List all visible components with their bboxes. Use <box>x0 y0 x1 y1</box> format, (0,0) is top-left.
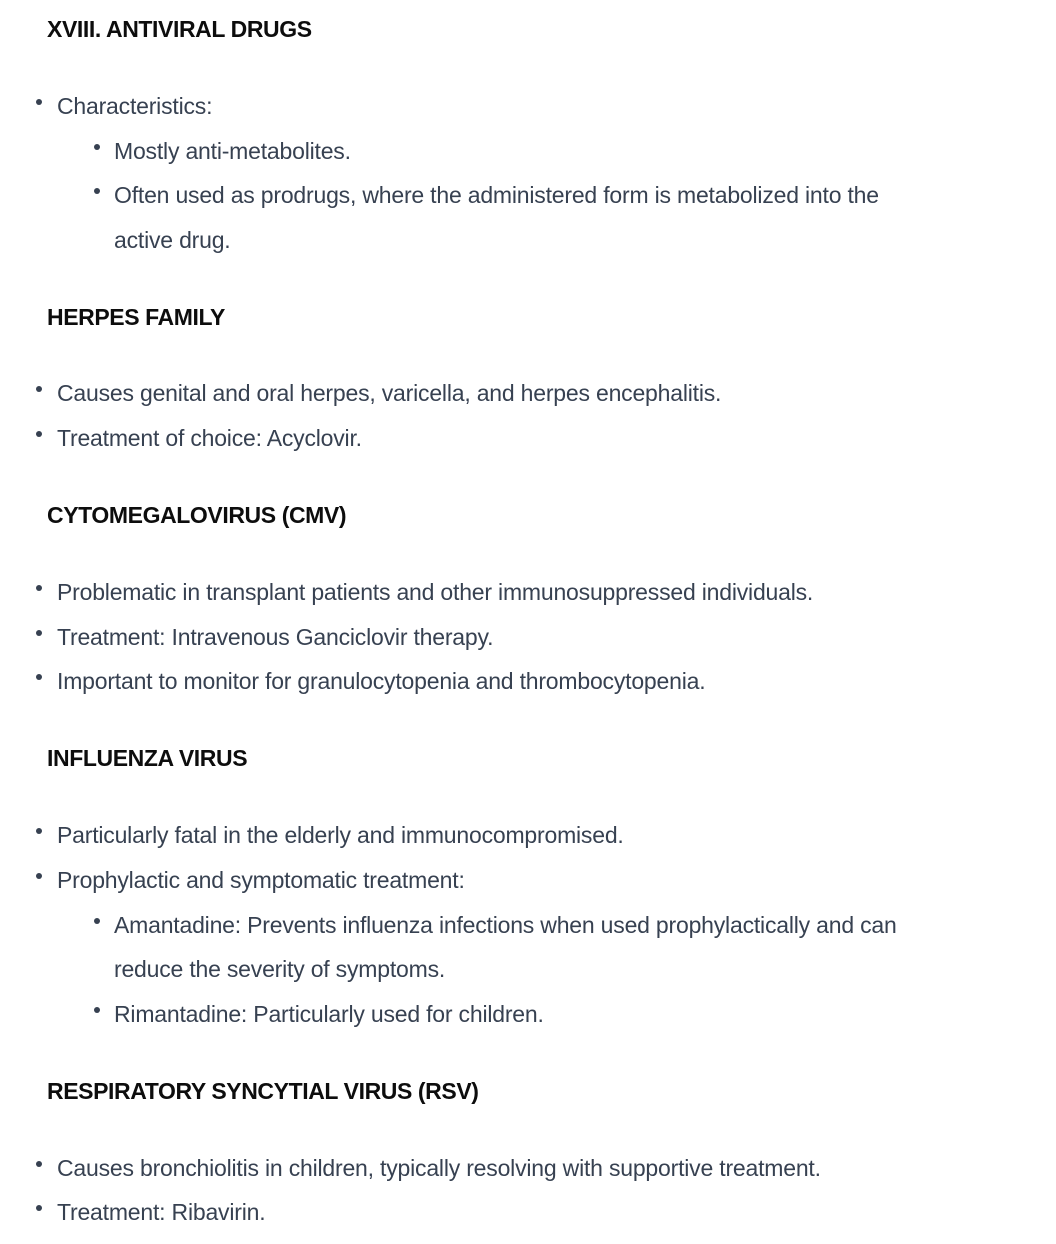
list-item: Particularly fatal in the elderly and immunocompromised. <box>57 822 624 848</box>
sub-list-item-continuation: active drug. <box>114 227 231 253</box>
bullet-icon <box>36 1205 42 1211</box>
bullet-icon <box>36 828 42 834</box>
sub-list-item: Often used as prodrugs, where the administered form is metabolized into the <box>114 182 879 208</box>
list-item: Causes bronchiolitis in children, typically resolving with supportive treatment. <box>57 1155 821 1181</box>
list-item: Important to monitor for granulocytopenia and thrombocytopenia. <box>57 668 706 694</box>
bullet-icon <box>36 99 42 105</box>
bullet-icon <box>94 188 100 194</box>
cmv-heading: CYTOMEGALOVIRUS (CMV) <box>47 502 347 528</box>
sub-list-item: Rimantadine: Particularly used for children. <box>114 1001 544 1027</box>
sub-list-item: Mostly anti-metabolites. <box>114 138 351 164</box>
sub-list-item: Amantadine: Prevents influenza infections when used prophylactically and can <box>114 912 897 938</box>
bullet-icon <box>36 630 42 636</box>
bullet-icon <box>36 585 42 591</box>
list-item: Characteristics: <box>57 93 213 119</box>
list-item: Treatment: Ribavirin. <box>57 1199 266 1225</box>
bullet-icon <box>36 431 42 437</box>
rsv-heading: RESPIRATORY SYNCYTIAL VIRUS (RSV) <box>47 1078 479 1104</box>
herpes-heading: HERPES FAMILY <box>47 304 225 330</box>
bullet-icon <box>36 674 42 680</box>
list-item: Prophylactic and symptomatic treatment: <box>57 867 465 893</box>
bullet-icon <box>36 1161 42 1167</box>
bullet-icon <box>94 1007 100 1013</box>
influenza-heading: INFLUENZA VIRUS <box>47 745 248 771</box>
list-item: Treatment of choice: Acyclovir. <box>57 425 362 451</box>
bullet-icon <box>94 918 100 924</box>
section-title: XVIII. ANTIVIRAL DRUGS <box>47 16 312 42</box>
bullet-icon <box>36 386 42 392</box>
sub-list-item-continuation: reduce the severity of symptoms. <box>114 956 446 982</box>
list-item: Problematic in transplant patients and other immunosuppressed individuals. <box>57 579 814 605</box>
list-item: Treatment: Intravenous Ganciclovir therapy. <box>57 624 494 650</box>
bullet-icon <box>94 144 100 150</box>
list-item: Causes genital and oral herpes, varicella, and herpes encephalitis. <box>57 380 722 406</box>
bullet-icon <box>36 873 42 879</box>
